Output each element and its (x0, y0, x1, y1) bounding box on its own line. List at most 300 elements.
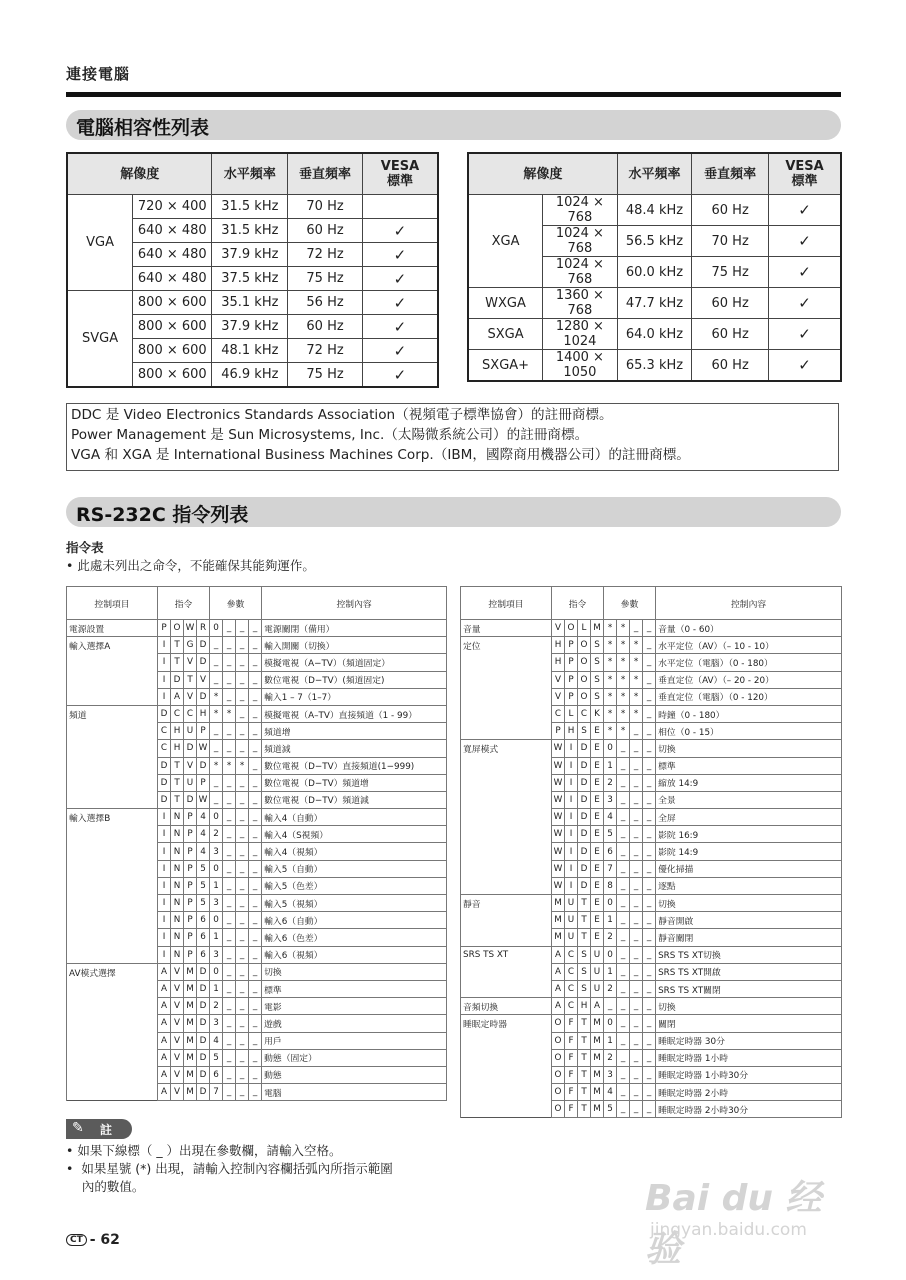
command-char: D (578, 877, 591, 894)
param-char: _ (643, 688, 656, 705)
param-char: _ (223, 688, 236, 705)
command-char: A (552, 998, 565, 1015)
command-table-note: • 此處未列出之命令，不能確保其能夠運作。 (66, 558, 315, 573)
param-char: _ (236, 1084, 249, 1101)
command-char: L (565, 705, 578, 722)
param-char: _ (236, 877, 249, 894)
param-char: _ (249, 688, 262, 705)
command-char: O (578, 688, 591, 705)
header-row (461, 587, 842, 620)
param-char: _ (617, 860, 630, 877)
param-char: _ (249, 671, 262, 688)
command-char: P (184, 877, 197, 894)
command-char: V (171, 998, 184, 1015)
control-description: 水平定位（AV）（– 10 - 10） (656, 637, 842, 654)
command-table-left (66, 586, 447, 1101)
param-char: 3 (210, 1015, 223, 1032)
control-description: 水平定位（電腦）（0 - 180） (656, 654, 842, 671)
table-row (461, 1101, 842, 1118)
table-row (461, 809, 842, 826)
param-char: _ (643, 1032, 656, 1049)
control-description: 垂直定位（電腦）（0 - 120） (656, 688, 842, 705)
command-char: N (171, 929, 184, 946)
command-char: E (591, 877, 604, 894)
control-description: 睡眠定時器 1小時30分 (656, 1066, 842, 1083)
param-char: _ (643, 929, 656, 946)
control-item (461, 757, 552, 774)
param-char: _ (643, 723, 656, 740)
command-char: P (184, 946, 197, 963)
command-char: P (184, 895, 197, 912)
command-char: D (578, 774, 591, 791)
col-header: 垂直頻率 (288, 153, 363, 195)
page-number-text: - 62 (89, 1232, 120, 1248)
param-char: _ (249, 963, 262, 980)
param-char: 5 (604, 826, 617, 843)
command-char: D (171, 671, 184, 688)
control-item: 頻道 (67, 705, 158, 722)
param-char: _ (236, 671, 249, 688)
control-description: 睡眠定時器 1小時 (656, 1049, 842, 1066)
param-char: _ (236, 637, 249, 654)
control-description: 電影 (262, 998, 447, 1015)
table-row (67, 637, 447, 654)
h-freq-cell: 56.5 kHz (617, 226, 692, 257)
col-header: 指令 (552, 587, 604, 620)
param-char: _ (617, 946, 630, 963)
control-item: AV模式選擇 (67, 963, 158, 980)
param-char: _ (617, 809, 630, 826)
control-item: 音量 (461, 620, 552, 637)
table-row (67, 895, 447, 912)
param-char: * (630, 705, 643, 722)
param-char: * (617, 688, 630, 705)
command-char: E (591, 774, 604, 791)
param-char: _ (630, 723, 643, 740)
table-row (67, 843, 447, 860)
command-char: I (565, 740, 578, 757)
command-char: 5 (197, 877, 210, 894)
param-char: _ (630, 826, 643, 843)
command-char: O (552, 1084, 565, 1101)
command-char: P (197, 774, 210, 791)
param-char: _ (236, 723, 249, 740)
table-row (468, 288, 841, 319)
param-char: 0 (210, 860, 223, 877)
param-char: 0 (210, 809, 223, 826)
param-char: _ (249, 654, 262, 671)
command-char: V (552, 671, 565, 688)
compat-table-left (66, 152, 439, 388)
param-char: _ (223, 998, 236, 1015)
table-row (461, 774, 842, 791)
param-char: _ (643, 1066, 656, 1083)
command-char: T (171, 791, 184, 808)
resolution-cell: 720 × 400 (133, 195, 212, 219)
control-description: 輸入開關（切換） (262, 637, 447, 654)
control-item (461, 774, 552, 791)
param-char: 2 (604, 1049, 617, 1066)
command-char: R (197, 620, 210, 637)
table-row (67, 774, 447, 791)
table-row (67, 1084, 447, 1101)
trademark-line: DDC 是 Video Electronics Standards Association（視頻電子標準協會）的註冊商標。 (71, 407, 613, 423)
command-char: O (552, 1049, 565, 1066)
param-char: _ (630, 860, 643, 877)
table-row (67, 826, 447, 843)
table-row (67, 912, 447, 929)
command-char: D (578, 860, 591, 877)
table-row (67, 1049, 447, 1066)
param-char: 0 (604, 895, 617, 912)
section-title-text: 電腦相容性列表 (76, 117, 210, 139)
command-char: D (197, 1032, 210, 1049)
param-char: * (604, 654, 617, 671)
control-description: 輸入6（視頻） (262, 946, 447, 963)
param-char: _ (630, 912, 643, 929)
compat-table-right (467, 152, 842, 382)
param-char: _ (249, 1015, 262, 1032)
table-row (67, 946, 447, 963)
param-char: _ (223, 791, 236, 808)
command-char: O (578, 637, 591, 654)
mode-name: XGA (468, 195, 543, 288)
command-char: P (184, 843, 197, 860)
param-char: * (617, 723, 630, 740)
control-item (67, 654, 158, 671)
command-char: N (171, 809, 184, 826)
control-item (67, 791, 158, 808)
param-char: _ (236, 860, 249, 877)
command-char: O (578, 671, 591, 688)
command-char: H (197, 705, 210, 722)
command-char: A (158, 1015, 171, 1032)
table-row (461, 843, 842, 860)
param-char: _ (630, 1049, 643, 1066)
section-title-text: RS-232C 指令列表 (76, 504, 249, 526)
control-description: 遊戲 (262, 1015, 447, 1032)
param-char: _ (617, 877, 630, 894)
table-row (461, 963, 842, 980)
table-row (461, 980, 842, 997)
table-row (461, 877, 842, 894)
resolution-cell: 800 × 600 (133, 315, 212, 339)
param-char: * (223, 705, 236, 722)
param-char: _ (236, 654, 249, 671)
command-char: G (184, 637, 197, 654)
command-char: M (184, 963, 197, 980)
param-char: _ (630, 843, 643, 860)
command-char: M (591, 1084, 604, 1101)
command-char: C (184, 705, 197, 722)
command-char: E (591, 843, 604, 860)
table-row (67, 877, 447, 894)
param-char: _ (249, 740, 262, 757)
h-freq-cell: 35.1 kHz (212, 291, 288, 315)
table-row (461, 637, 842, 654)
control-item (67, 826, 158, 843)
param-char: _ (223, 843, 236, 860)
control-description: 輸入5（視頻） (262, 895, 447, 912)
param-char: _ (643, 705, 656, 722)
param-char: _ (236, 688, 249, 705)
param-char: * (604, 688, 617, 705)
table-row (67, 688, 447, 705)
control-item: 輸入選擇A (67, 637, 158, 654)
command-char: C (552, 705, 565, 722)
param-char: 1 (604, 1032, 617, 1049)
control-description: 標準 (656, 757, 842, 774)
command-char: D (197, 998, 210, 1015)
command-char: S (591, 688, 604, 705)
param-char: _ (249, 620, 262, 637)
param-char: _ (249, 929, 262, 946)
param-char: _ (643, 963, 656, 980)
table-row (468, 195, 841, 226)
h-freq-cell: 31.5 kHz (212, 219, 288, 243)
resolution-cell: 1400 × 1050 (543, 350, 618, 382)
vesa-cell: ✓ (362, 267, 438, 291)
param-char: _ (643, 946, 656, 963)
command-char: S (578, 946, 591, 963)
param-char: * (617, 654, 630, 671)
param-char: 0 (604, 1015, 617, 1032)
command-char: P (184, 929, 197, 946)
command-char: I (158, 877, 171, 894)
control-item (461, 809, 552, 826)
command-char: F (565, 1049, 578, 1066)
command-char: T (171, 774, 184, 791)
control-item: 睡眠定時器 (461, 1015, 552, 1032)
control-description: 數位電視（D−TV）(頻道固定) (262, 671, 447, 688)
param-char: _ (643, 980, 656, 997)
control-item (67, 774, 158, 791)
control-item (461, 843, 552, 860)
vesa-cell: ✓ (362, 363, 438, 388)
v-freq-cell: 56 Hz (288, 291, 363, 315)
param-char: _ (210, 637, 223, 654)
top-rule (66, 92, 841, 97)
param-char: _ (630, 1032, 643, 1049)
vesa-cell (362, 195, 438, 219)
command-char: C (565, 980, 578, 997)
param-char: _ (630, 895, 643, 912)
command-char: I (158, 843, 171, 860)
control-item (67, 980, 158, 997)
param-char: _ (643, 1049, 656, 1066)
param-char: _ (249, 723, 262, 740)
h-freq-cell: 46.9 kHz (212, 363, 288, 388)
param-char: _ (630, 1066, 643, 1083)
control-item (461, 1101, 552, 1118)
command-char: C (158, 723, 171, 740)
command-char: D (578, 791, 591, 808)
control-item (461, 877, 552, 894)
control-description: SRS TS XT關閉 (656, 980, 842, 997)
command-char: P (565, 637, 578, 654)
command-char: T (578, 912, 591, 929)
command-char: V (184, 654, 197, 671)
param-char: _ (236, 740, 249, 757)
command-char: M (184, 1066, 197, 1083)
command-char: M (184, 1032, 197, 1049)
command-char: 4 (197, 809, 210, 826)
command-char: C (171, 705, 184, 722)
param-char: _ (630, 929, 643, 946)
param-char: _ (630, 757, 643, 774)
v-freq-cell: 60 Hz (692, 195, 769, 226)
command-char: I (158, 895, 171, 912)
col-header: 控制內容 (262, 587, 447, 620)
command-char: O (552, 1015, 565, 1032)
command-char: A (158, 1049, 171, 1066)
command-char: E (591, 912, 604, 929)
param-char: _ (249, 895, 262, 912)
command-char: D (158, 791, 171, 808)
command-char: N (171, 912, 184, 929)
param-char: * (223, 757, 236, 774)
note-label: 註 (100, 1123, 113, 1137)
resolution-cell: 1024 × 768 (543, 195, 618, 226)
param-char: _ (617, 1015, 630, 1032)
command-char: U (184, 723, 197, 740)
control-description: 數位電視（D−TV）頻道增 (262, 774, 447, 791)
command-char: A (158, 1032, 171, 1049)
col-header: 控制內容 (656, 587, 842, 620)
control-item (461, 860, 552, 877)
control-description: 關閉 (656, 1015, 842, 1032)
param-char: _ (223, 980, 236, 997)
command-char: A (552, 946, 565, 963)
v-freq-cell: 70 Hz (692, 226, 769, 257)
param-char: _ (236, 791, 249, 808)
command-char: D (158, 757, 171, 774)
command-char: F (565, 1015, 578, 1032)
command-char: S (578, 723, 591, 740)
control-description: 電腦 (262, 1084, 447, 1101)
command-char: I (158, 929, 171, 946)
param-char: * (617, 620, 630, 637)
control-item (67, 946, 158, 963)
table-row (67, 1032, 447, 1049)
param-char: _ (223, 637, 236, 654)
resolution-cell: 640 × 480 (133, 243, 212, 267)
param-char: 0 (604, 740, 617, 757)
control-description: 睡眠定時器 30分 (656, 1032, 842, 1049)
command-char: D (197, 688, 210, 705)
table-row (461, 1032, 842, 1049)
control-item (67, 757, 158, 774)
param-char: _ (236, 912, 249, 929)
control-description: 睡眠定時器 2小時30分 (656, 1101, 842, 1118)
command-char: V (552, 620, 565, 637)
command-char: I (158, 912, 171, 929)
param-char: 3 (210, 843, 223, 860)
param-char: _ (617, 826, 630, 843)
param-char: _ (617, 1101, 630, 1118)
param-char: 2 (604, 929, 617, 946)
table-row (67, 705, 447, 722)
param-char: _ (643, 1015, 656, 1032)
param-char: 3 (604, 1066, 617, 1083)
table-row (461, 688, 842, 705)
resolution-cell: 640 × 480 (133, 219, 212, 243)
command-char: O (565, 620, 578, 637)
param-char: 1 (604, 963, 617, 980)
control-description: 輸入6（色差） (262, 929, 447, 946)
command-char: E (591, 723, 604, 740)
command-char: P (184, 912, 197, 929)
control-item (461, 912, 552, 929)
command-char: V (184, 688, 197, 705)
table-row (67, 998, 447, 1015)
param-char: _ (643, 791, 656, 808)
param-char: _ (249, 860, 262, 877)
command-char: M (184, 998, 197, 1015)
command-char: D (184, 740, 197, 757)
param-char: _ (643, 620, 656, 637)
param-char: * (210, 688, 223, 705)
command-char: N (171, 946, 184, 963)
param-char: _ (643, 1101, 656, 1118)
table-row (461, 1049, 842, 1066)
param-char: _ (249, 998, 262, 1015)
param-char: _ (643, 740, 656, 757)
command-char: W (552, 740, 565, 757)
command-char: D (578, 740, 591, 757)
table-row (67, 791, 447, 808)
command-char: N (171, 877, 184, 894)
command-char: D (197, 637, 210, 654)
param-char: 2 (210, 826, 223, 843)
param-char: 6 (604, 843, 617, 860)
command-char: W (552, 774, 565, 791)
h-freq-cell: 31.5 kHz (212, 195, 288, 219)
command-char: K (591, 705, 604, 722)
param-char: _ (223, 963, 236, 980)
param-char: _ (236, 705, 249, 722)
control-item (67, 688, 158, 705)
param-char: _ (630, 1015, 643, 1032)
command-char: E (591, 757, 604, 774)
page-number (66, 1232, 120, 1248)
param-char: _ (617, 1066, 630, 1083)
control-description: 時鐘（0 - 180） (656, 705, 842, 722)
param-char: _ (223, 860, 236, 877)
control-description: SRS TS XT開啟 (656, 963, 842, 980)
col-header: 解像度 (67, 153, 212, 195)
param-char: _ (643, 826, 656, 843)
command-char: A (158, 998, 171, 1015)
mode-name: WXGA (468, 288, 543, 319)
command-char: 6 (197, 929, 210, 946)
control-item (67, 877, 158, 894)
command-char: N (171, 860, 184, 877)
command-char: D (197, 654, 210, 671)
table-row (461, 620, 842, 637)
command-char: F (565, 1084, 578, 1101)
pencil-icon: ✎ (72, 1120, 84, 1136)
control-item (461, 688, 552, 705)
control-description: 相位（0 - 15） (656, 723, 842, 740)
control-description: 靜音開啟 (656, 912, 842, 929)
control-description: 睡眠定時器 2小時 (656, 1084, 842, 1101)
command-char: 4 (197, 826, 210, 843)
command-char: I (565, 826, 578, 843)
command-char: A (158, 1066, 171, 1083)
control-item (67, 929, 158, 946)
table-row (67, 620, 447, 637)
